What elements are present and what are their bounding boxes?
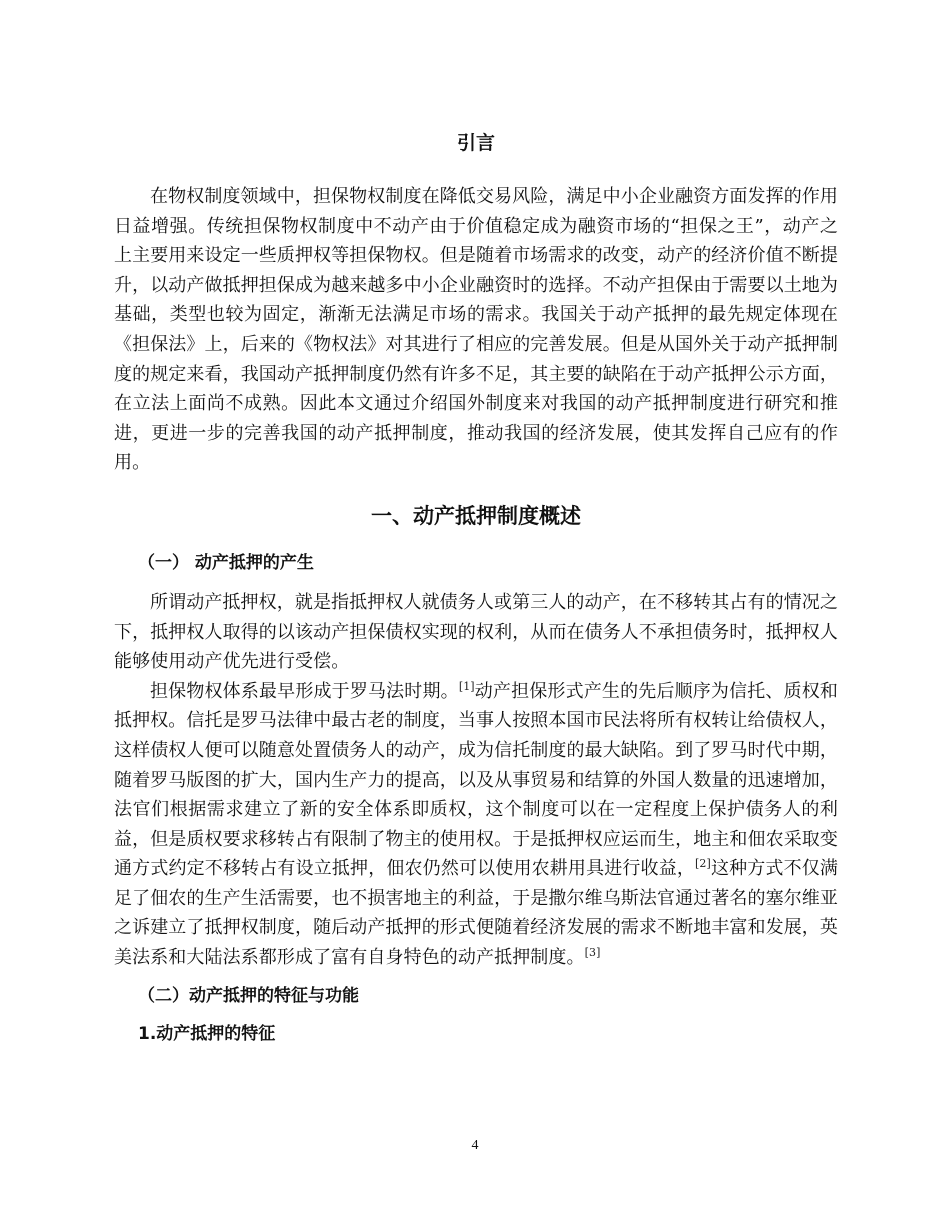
intro-heading: 引言 [456,132,495,154]
chapter-heading: 一、动产抵押制度概述 [371,503,581,528]
intro-paragraph: 在物权制度领域中，担保物权制度在降低交易风险，满足中小企业融资方面发挥的作用日益增强。传统担保物权制度中不动产由于价值稳定成为融资市场的“担保之王”，动产之上主要用来设定一些质押权等担保物权。但是随着市场需求的改变，动产的经济价值不断提升，以动产做抵押担保成为越来越多中小企业融资时的选择。不动产担保由于需要以土地为基础，类型也较为固定，渐渐无法满足市场的需求。我国关于动产抵押的最先规定体现在《担保法》上，后来的《物权法》对其进行了相应的完善发展。但是从国外关于动产抵押制度的规定来看，我国动产抵押制度仍然有许多不足，其主要的缺陷在于动产抵押公示方面，在立法上面尚不成熟。因此本文通过介绍国外制度来对我国的动产抵押制度进行研究和推进，更进一步的完善我国的动产抵押制度，推动我国的经济发展，使其发挥自己应有的作用。 [114,186,838,474]
page-number: 4 [471,1138,479,1153]
history-text-part2: 动产担保形式产生的先后顺序为信托、质权和抵押权。信托是罗马法律中最古老的制度，当事人按照本国市民法将所有权转让给债权人，这样债权人便可以随意处置债务人的动产，成为信托制度的最大缺陷。到了罗马时代中期，随着罗马版图的扩大，国内生产力的提高，以及从事贸易和结算的外国人数量的迅速增加，法官们根据需求建立了新的安全体系即质权，这个制度可以在一定程度上保护债务人的利益，但是质权要求移转占有限制了物主的使用权。于是抵押权应运而生，地主和佃农采取变通方式约定不移转占有设立抵押，佃农仍然可以使用农耕用具进行收益， [114,680,839,880]
citation-1: [1] [458,679,475,693]
history-text-part1: 担保物权体系最早形成于罗马法时期。 [150,680,459,702]
citation-2: [2] [695,857,711,871]
history-text-part3: 这种方式不仅满足了佃农的生产生活需要，也不损害地主的利益，于是撒尔维乌斯法官通过著名的塞尔维亚之诉建立了抵押权制度，随后动产抵押的形式便随着经济发展的需求不断地丰富和发展，英美法系和大陆法系都形成了富有自身特色的动产抵押制度。 [114,858,839,969]
subsection-heading-features: 1.动产抵押的特征 [138,1023,276,1044]
page-body [114,128,838,1049]
citation-3: [3] [584,946,601,960]
section-heading-origin: （一） 动产抵押的产生 [138,552,314,573]
section-heading-features: （二）动产抵押的特征与功能 [138,985,359,1006]
definition-paragraph: 所谓动产抵押权，就是指抵押权人就债务人或第三人的动产，在不移转其占有的情况之下，抵押权人取得的以该动产担保债权实现的权利，从而在债务人不承担债务时，抵押权人能够使用动产优先进行受偿。 [114,591,838,673]
history-paragraph [114,677,838,973]
